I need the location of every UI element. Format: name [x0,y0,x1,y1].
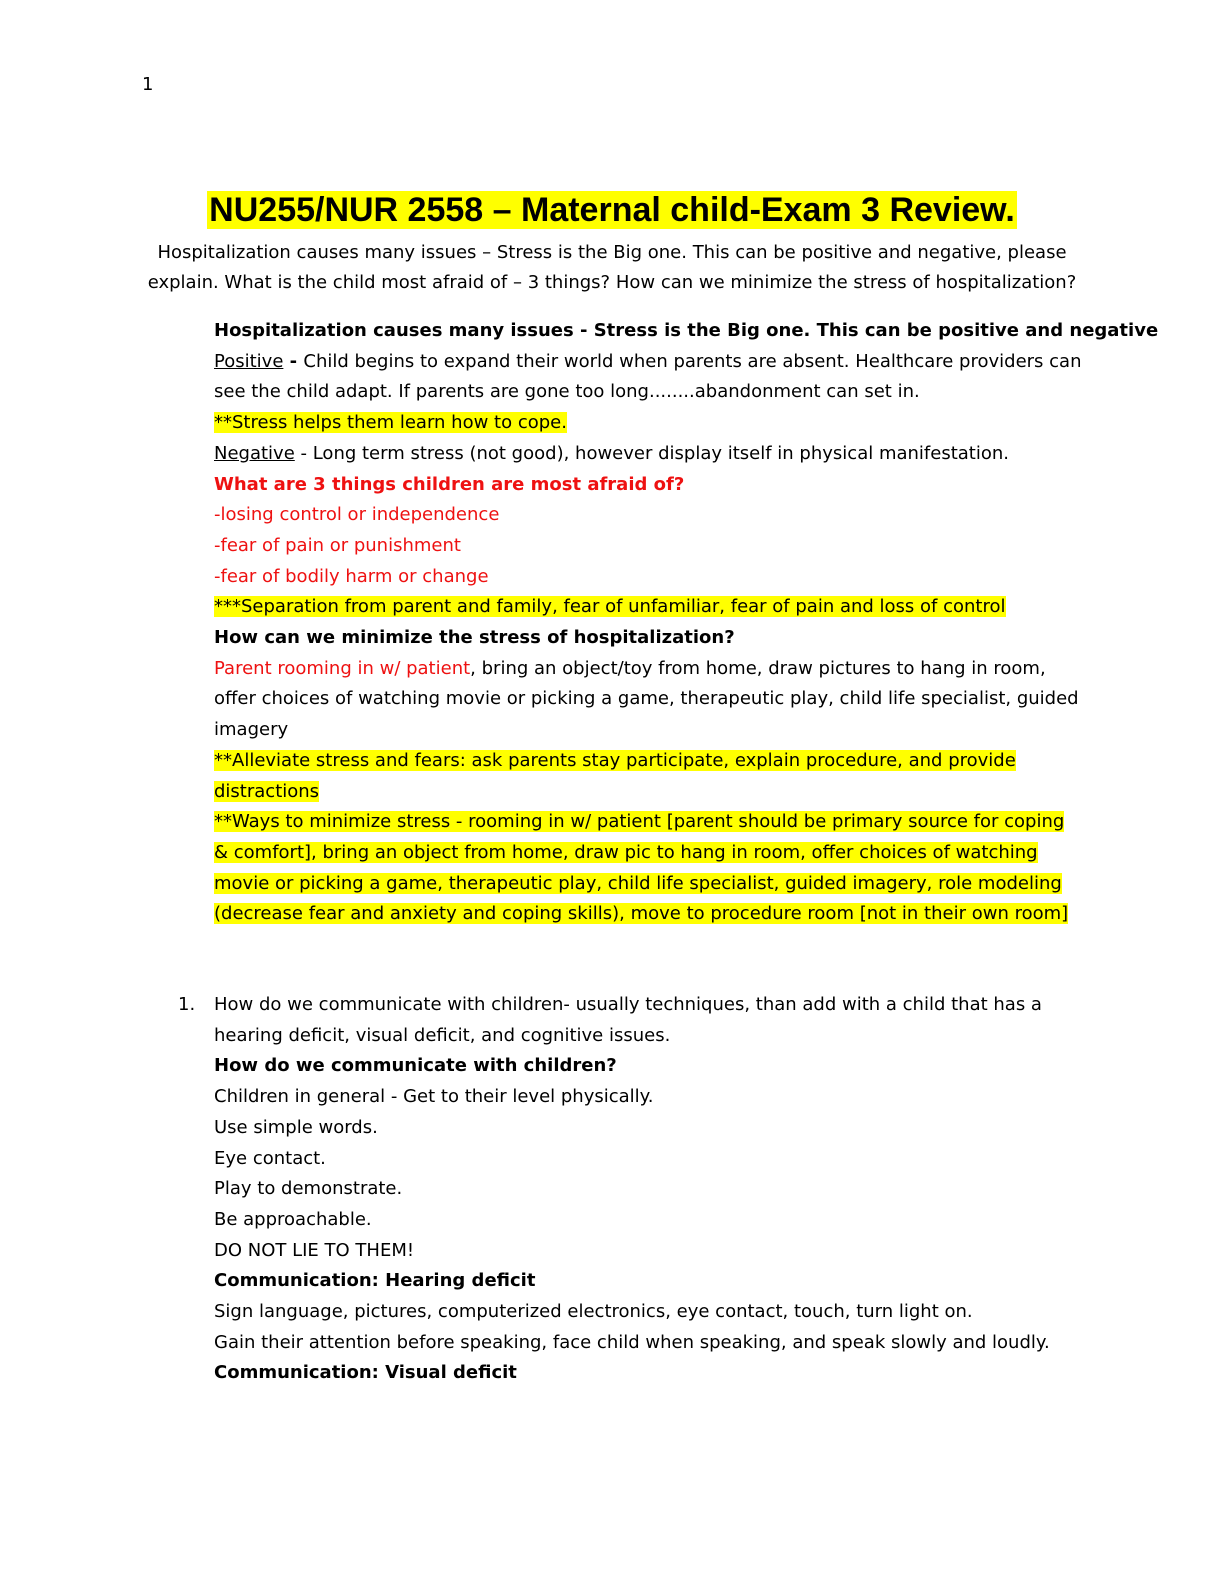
list-number: 1. [178,994,196,1015]
ways-note: & comfort], bring an object from home, draw pic to hang in room, offer choices of watching [214,841,1038,863]
visual-heading: Communication: Visual deficit [214,1362,517,1384]
negative-label: Negative [214,442,295,464]
page-number: 1 [142,74,154,95]
section-heading: Hospitalization causes many issues - Stress is the Big one. This can be positive and negative [214,320,1159,341]
fear-item: -losing control or independence [214,504,500,526]
fears-question: What are 3 things children are most afraid of? [214,473,685,495]
positive-separator: - [283,350,304,372]
ways-note: (decrease fear and anxiety and coping skills), move to procedure room [not in their own room] [214,903,1069,925]
minimize-line: imagery [214,719,289,741]
positive-label: Positive [214,350,284,372]
minimize-line: Parent rooming in w/ patient, bring an object/toy from home, draw pictures to hang in room, [214,657,1046,679]
page-title-text: NU255/NUR 2558 – Maternal child-Exam 3 Review. [209,191,1015,229]
negative-text: - Long term stress (not good), however display itself in physical manifestation. [294,442,1009,464]
stress-note: **Stress helps them learn how to cope. [214,412,567,434]
list-item: Be approachable. [214,1208,372,1230]
positive-line [214,347,1084,378]
intro-paragraph [140,238,1084,298]
positive-text: Child begins to expand their world when parents are absent. Healthcare providers can [303,350,1082,372]
intro-line: Hospitalization causes many issues – Stress is the Big one. This can be positive and negative, please [157,242,1067,263]
question-line: How do we communicate with children- usually techniques, than add with a child that has a [214,994,1042,1015]
page-title [0,190,1224,230]
communication-section [214,990,1084,1389]
minimize-red-text: Parent rooming in w/ patient [214,657,471,679]
fears-note: ***Separation from parent and family, fear of unfamiliar, fear of pain and loss of control [214,596,1006,618]
minimize-line: offer choices of watching movie or picking a game, therapeutic play, child life specialist, guided [214,688,1079,710]
question-line: hearing deficit, visual deficit, and cognitive issues. [214,1024,671,1046]
list-item: Use simple words. [214,1116,378,1138]
list-item: Play to demonstrate. [214,1178,403,1200]
alleviate-note: distractions [214,780,320,802]
minimize-question: How can we minimize the stress of hospitalization? [214,627,735,649]
list-item: Children in general - Get to their level physically. [214,1086,654,1108]
negative-line [214,439,1084,470]
intro-line: explain. What is the child most afraid of – 3 things? How can we minimize the stress of hospitalization? [147,272,1077,293]
ways-note: **Ways to minimize stress - rooming in w/ patient [parent should be primary source for coping [214,811,1065,833]
ways-note: movie or picking a game, therapeutic play, child life specialist, guided imagery, role modeling [214,872,1062,894]
hospitalization-section [214,316,1159,930]
list-item: DO NOT LIE TO THEM! [214,1239,415,1261]
positive-line: see the child adapt. If parents are gone too long........abandonment can set in. [214,381,920,403]
alleviate-note: **Alleviate stress and fears: ask parents stay participate, explain procedure, and provide [214,749,1016,771]
list-item: Gain their attention before speaking, face child when speaking, and speak slowly and loudly. [214,1331,1050,1353]
fear-item: -fear of bodily harm or change [214,565,489,587]
hearing-heading: Communication: Hearing deficit [214,1270,536,1292]
fear-item: -fear of pain or punishment [214,534,461,556]
list-item: Sign language, pictures, computerized electronics, eye contact, touch, turn light on. [214,1301,973,1323]
communication-heading: How do we communicate with children? [214,1055,617,1077]
list-item: Eye contact. [214,1147,326,1169]
